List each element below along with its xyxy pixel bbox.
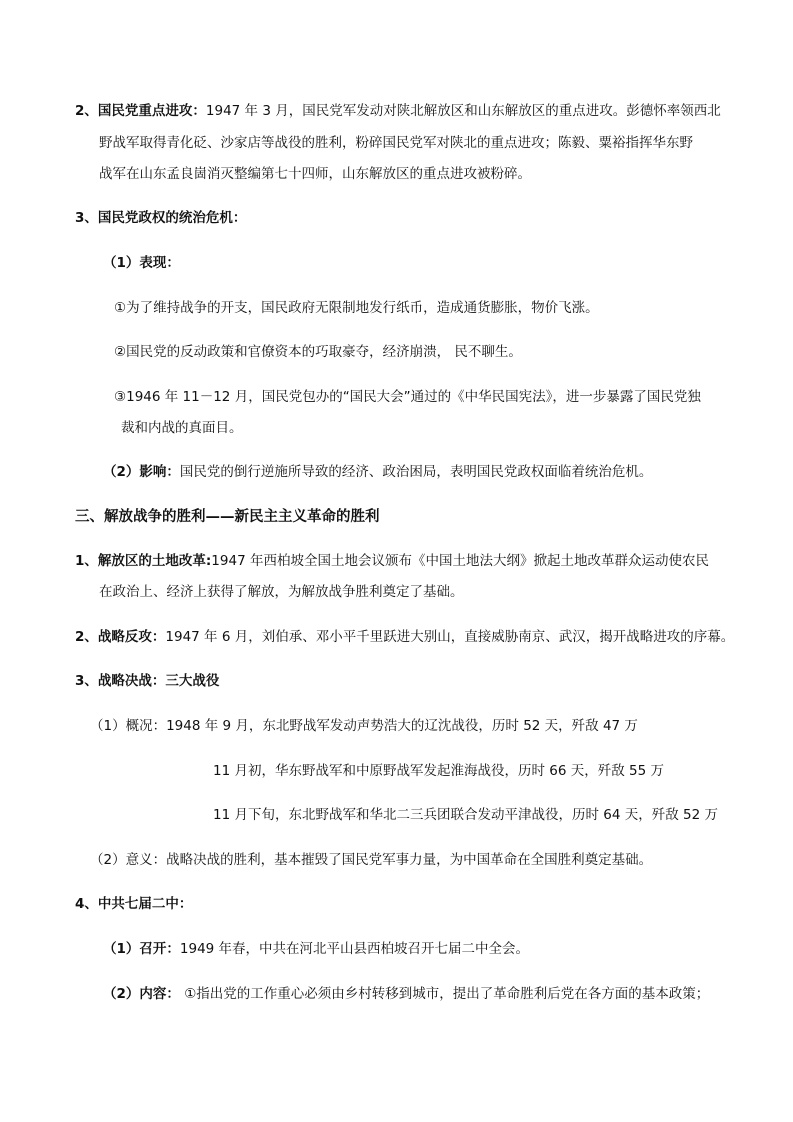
sec3-sub2 bbox=[103, 462, 652, 482]
part3-s1-text: 1947 年西柏坡全国土地会议颁布《中国土地法大纲》掀起土地改革群众运动使农民 bbox=[211, 553, 709, 569]
part3-s1-line-2: 在政治上、经济上获得了解放，为解放战争胜利奠定了基础。 bbox=[99, 584, 464, 600]
sec3-sub1-heading: （1）表现： bbox=[103, 255, 180, 271]
sec2-line-1 bbox=[75, 101, 721, 121]
part3-s4-item2-label: （2）内容： bbox=[103, 986, 180, 1002]
part3-s3-line-2: 11 月初，华东野战军和中原野战军发起淮海战役，历时 66 天，歼敌 55 万 bbox=[213, 763, 664, 779]
part3-s4-item2-text: ①指出党的工作重心必须由乡村转移到城市，提出了革命胜利后党在各方面的基本政策； bbox=[179, 986, 710, 1002]
part3-s4-item1-label: （1）召开： bbox=[103, 941, 180, 957]
part3-s4-heading: 4、中共七届二中： bbox=[75, 896, 193, 912]
part3-s3-line-4: （2）意义：战略决战的胜利，基本摧毁了国民党军事力量，为中国革命在全国胜利奠定基础。 bbox=[90, 852, 653, 868]
sec3-item-2: ②国民党的反动政策和官僚资本的巧取豪夺，经济崩溃， 民不聊生。 bbox=[114, 344, 522, 360]
sec3-sub2-label: （2）影响： bbox=[103, 464, 180, 480]
part3-s4-item1-text: 1949 年春，中共在河北平山县西柏坡召开七届二中全会。 bbox=[179, 941, 530, 957]
part3-s2 bbox=[75, 627, 734, 647]
sec3-item-1: ①为了维持战争的开支，国民政府无限制地发行纸币，造成通货膨胀，物价飞涨。 bbox=[114, 300, 599, 316]
part3-s3-heading: 3、战略决战：三大战役 bbox=[75, 673, 220, 689]
part3-title: 三、解放战争的胜利——新民主主义革命的胜利 bbox=[75, 509, 380, 525]
sec2-heading: 2、国民党重点进攻： bbox=[75, 103, 206, 119]
sec3-sub2-text: 国民党的倒行逆施所导致的经济、政治困局，表明国民党政权面临着统治危机。 bbox=[179, 464, 653, 480]
sec3-item-3-cont: 裁和内战的真面目。 bbox=[121, 420, 243, 436]
part3-s3-line-3: 11 月下旬，东北野战军和华北二三兵团联合发动平津战役，历时 64 天，歼敌 52 万 bbox=[213, 807, 718, 823]
sec2-text: 1947 年 3 月，国民党军发动对陕北解放区和山东解放区的重点进攻。彭德怀率领西北 bbox=[205, 103, 721, 119]
sec3-item-3: ③1946 年 11－12 月，国民党包办的“国民大会”通过的《中华民国宪法》，进一步暴露了国民党独 bbox=[114, 389, 701, 405]
part3-s2-text: 1947 年 6 月，刘伯承、邓小平千里跃进大别山，直接威胁南京、武汉，揭开战略进攻的序幕。 bbox=[165, 629, 735, 645]
part3-s3-line-1: （1）概况：1948 年 9 月，东北野战军发动声势浩大的辽沈战役，历时 52 天，歼敌 47 万 bbox=[90, 718, 638, 734]
sec3-heading: 3、国民党政权的统治危机： bbox=[75, 210, 247, 226]
part3-s4-item-1 bbox=[103, 939, 529, 959]
part3-s1-heading: 1、解放区的土地改革: bbox=[75, 553, 212, 569]
part3-s1-line-1 bbox=[75, 551, 709, 571]
part3-s4-item-2 bbox=[103, 984, 709, 1004]
part3-s2-heading: 2、战略反攻： bbox=[75, 629, 166, 645]
sec2-line-3: 战军在山东孟良崮消灭整编第七十四师，山东解放区的重点进攻被粉碎。 bbox=[99, 166, 531, 182]
sec2-line-2: 野战军取得青化砭、沙家店等战役的胜利，粉碎国民党军对陕北的重点进攻；陈毅、粟裕指挥华东野 bbox=[99, 135, 693, 151]
